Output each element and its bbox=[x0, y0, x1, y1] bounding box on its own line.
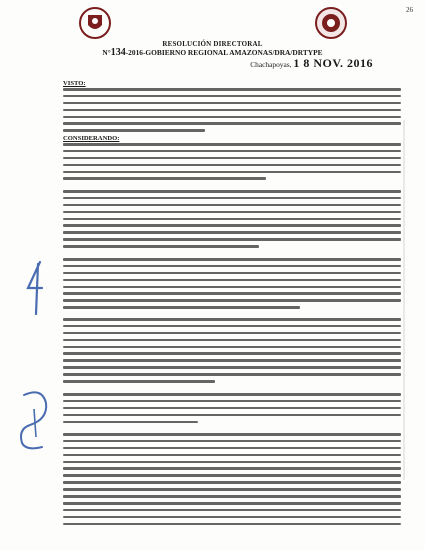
handwritten-initial-1 bbox=[18, 258, 54, 320]
corner-page-mark: 26 bbox=[406, 6, 413, 14]
considerando-paragraph-4 bbox=[63, 318, 401, 387]
handwritten-signature bbox=[12, 385, 60, 455]
place-label: Chachapoyas, bbox=[250, 60, 292, 69]
considerando-paragraph-5 bbox=[63, 393, 401, 427]
considerando-paragraph-1 bbox=[63, 143, 401, 184]
date-line bbox=[250, 56, 373, 71]
considerando-paragraph-3 bbox=[63, 258, 401, 313]
visto-paragraph bbox=[63, 88, 401, 136]
considerando-paragraph-2 bbox=[63, 190, 401, 252]
number-prefix: N° bbox=[102, 48, 111, 57]
number-suffix: -2016-GOBIERNO REGIONAL AMAZONAS/DRA/DRTYPE bbox=[125, 48, 323, 57]
considerando-heading: CONSIDERANDO: bbox=[63, 135, 120, 142]
considerando-paragraph-6 bbox=[63, 433, 401, 529]
amazonas-crest-icon bbox=[314, 6, 348, 40]
regional-shield-icon bbox=[78, 6, 112, 40]
resolution-number: 134 bbox=[110, 47, 126, 58]
visto-heading: VISTO: bbox=[63, 80, 86, 87]
date-stamp: 1 8 NOV. 2016 bbox=[293, 56, 373, 70]
resolution-heading: RESOLUCIÓN DIRECTORAL bbox=[162, 40, 263, 48]
page-fold-shadow bbox=[403, 120, 405, 480]
